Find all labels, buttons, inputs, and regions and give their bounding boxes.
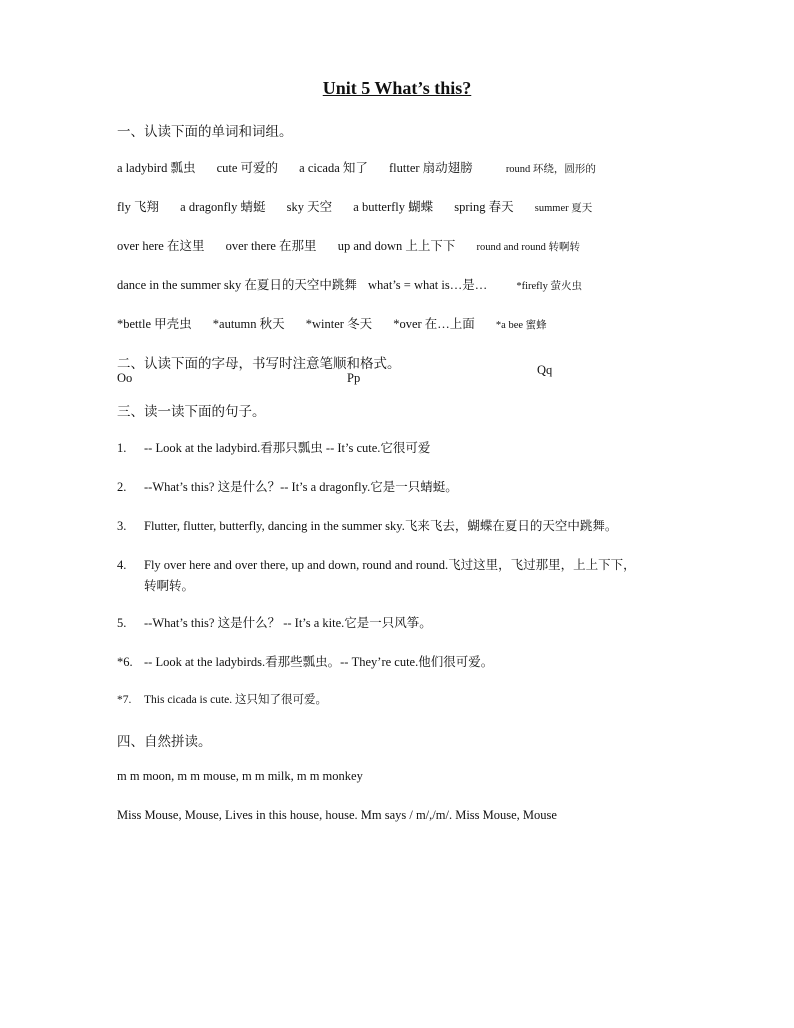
section1-heading: 一、认读下面的单词和词组。 [117,124,293,139]
vocab-item: spring 春天 [454,200,514,214]
vocab-item: flutter 扇动翅膀 [389,161,473,175]
sentence-item [117,555,687,594]
vocab-item: over here 在这里 [117,239,205,253]
vocab-item: round 环绕，圆形的 [505,164,596,175]
phonics-line-2: Miss Mouse, Mouse, Lives in this house, house. Mm says / m/,/m/. Miss Mouse, Mouse [117,808,557,822]
sentence-item [117,477,687,495]
vocab-item: what’s = what is…是… [368,278,488,292]
sentence-number: 2. [117,480,127,494]
vocab-item: a ladybird 瓢虫 [117,161,196,175]
vocab-item: *over 在…上面 [393,317,475,331]
vocab-item: *winter 冬天 [305,317,373,331]
vocab-row-1 [117,158,614,176]
vocab-item: a dragonfly 蜻蜓 [180,200,266,214]
vocab-item: a cicada 知了 [299,161,368,175]
sentence-text: -- Look at the ladybirds.看那些瓢虫。-- They’re cute.他们很可爱。 [144,655,494,669]
vocab-item: over there 在那里 [225,239,317,253]
sentence-item [117,613,687,631]
section3-heading: 三、读一读下面的句子。 [117,404,266,419]
sentence-text: -- Look at the ladybird.看那只瓢虫 -- It’s cute.它很可爱 [144,441,431,455]
vocab-item: round and round 转啊转 [476,242,581,253]
vocab-item: sky 天空 [286,200,333,214]
letter-pair: Oo [117,371,133,385]
vocab-item: *bettle 甲壳虫 [117,317,192,331]
sentence-item [117,691,687,707]
sentence-text: --What’s this? 这是什么？-- It’s a dragonfly.它是一只蜻蜓。 [144,480,458,494]
section2-heading: 二、认读下面的字母，书写时注意笔顺和格式。 [117,356,401,371]
phonics-line-1: m m moon, m m mouse, m m milk, m m monkey [117,769,363,783]
vocab-item: dance in the summer sky 在夏日的天空中跳舞 [117,278,357,292]
vocab-row-5 [117,314,565,332]
sentence-text: Flutter, flutter, butterfly, dancing in the summer sky.飞来飞去，蝴蝶在夏日的天空中跳舞。 [144,519,618,533]
sentence-number: 4. [117,558,127,572]
sentence-item [117,652,687,670]
vocab-row-4 [117,275,600,293]
vocab-item: *firefly 萤火虫 [516,281,582,292]
vocab-item: summer 夏天 [534,203,593,214]
vocab-item: *autumn 秋天 [212,317,285,331]
sentence-item [117,516,687,534]
vocab-row-3 [117,236,598,254]
sentence-number: *7. [117,694,132,706]
sentence-text: This cicada is cute. 这只知了很可爱。 [144,694,328,706]
sentence-text: Fly over here and over there, up and down, round and round.飞过这里，飞过那里，上上下下， [144,558,636,572]
sentence-item [117,438,687,456]
vocab-item: a butterfly 蝴蝶 [353,200,434,214]
sentence-number: 1. [117,441,127,455]
page-title: Unit 5 What’s this? [322,78,472,98]
letter-pair: Qq [537,363,553,377]
vocab-row-2 [117,197,610,215]
sentence-text: --What’s this? 这是什么？ -- It’s a kite.它是一只风筝。 [144,616,432,630]
section4-heading: 四、自然拼读。 [117,734,212,749]
vocab-item: fly 飞翔 [117,200,160,214]
sentence-number: *6. [117,655,133,669]
letter-pair: Pp [347,371,361,385]
sentence-number: 5. [117,616,127,630]
vocab-item: *a bee 蜜蜂 [495,320,547,331]
vocab-item: cute 可爱的 [216,161,279,175]
vocab-item: up and down 上上下下 [337,239,456,253]
sentence-number: 3. [117,519,127,533]
sentence-continuation: 转啊转。 [144,579,195,593]
